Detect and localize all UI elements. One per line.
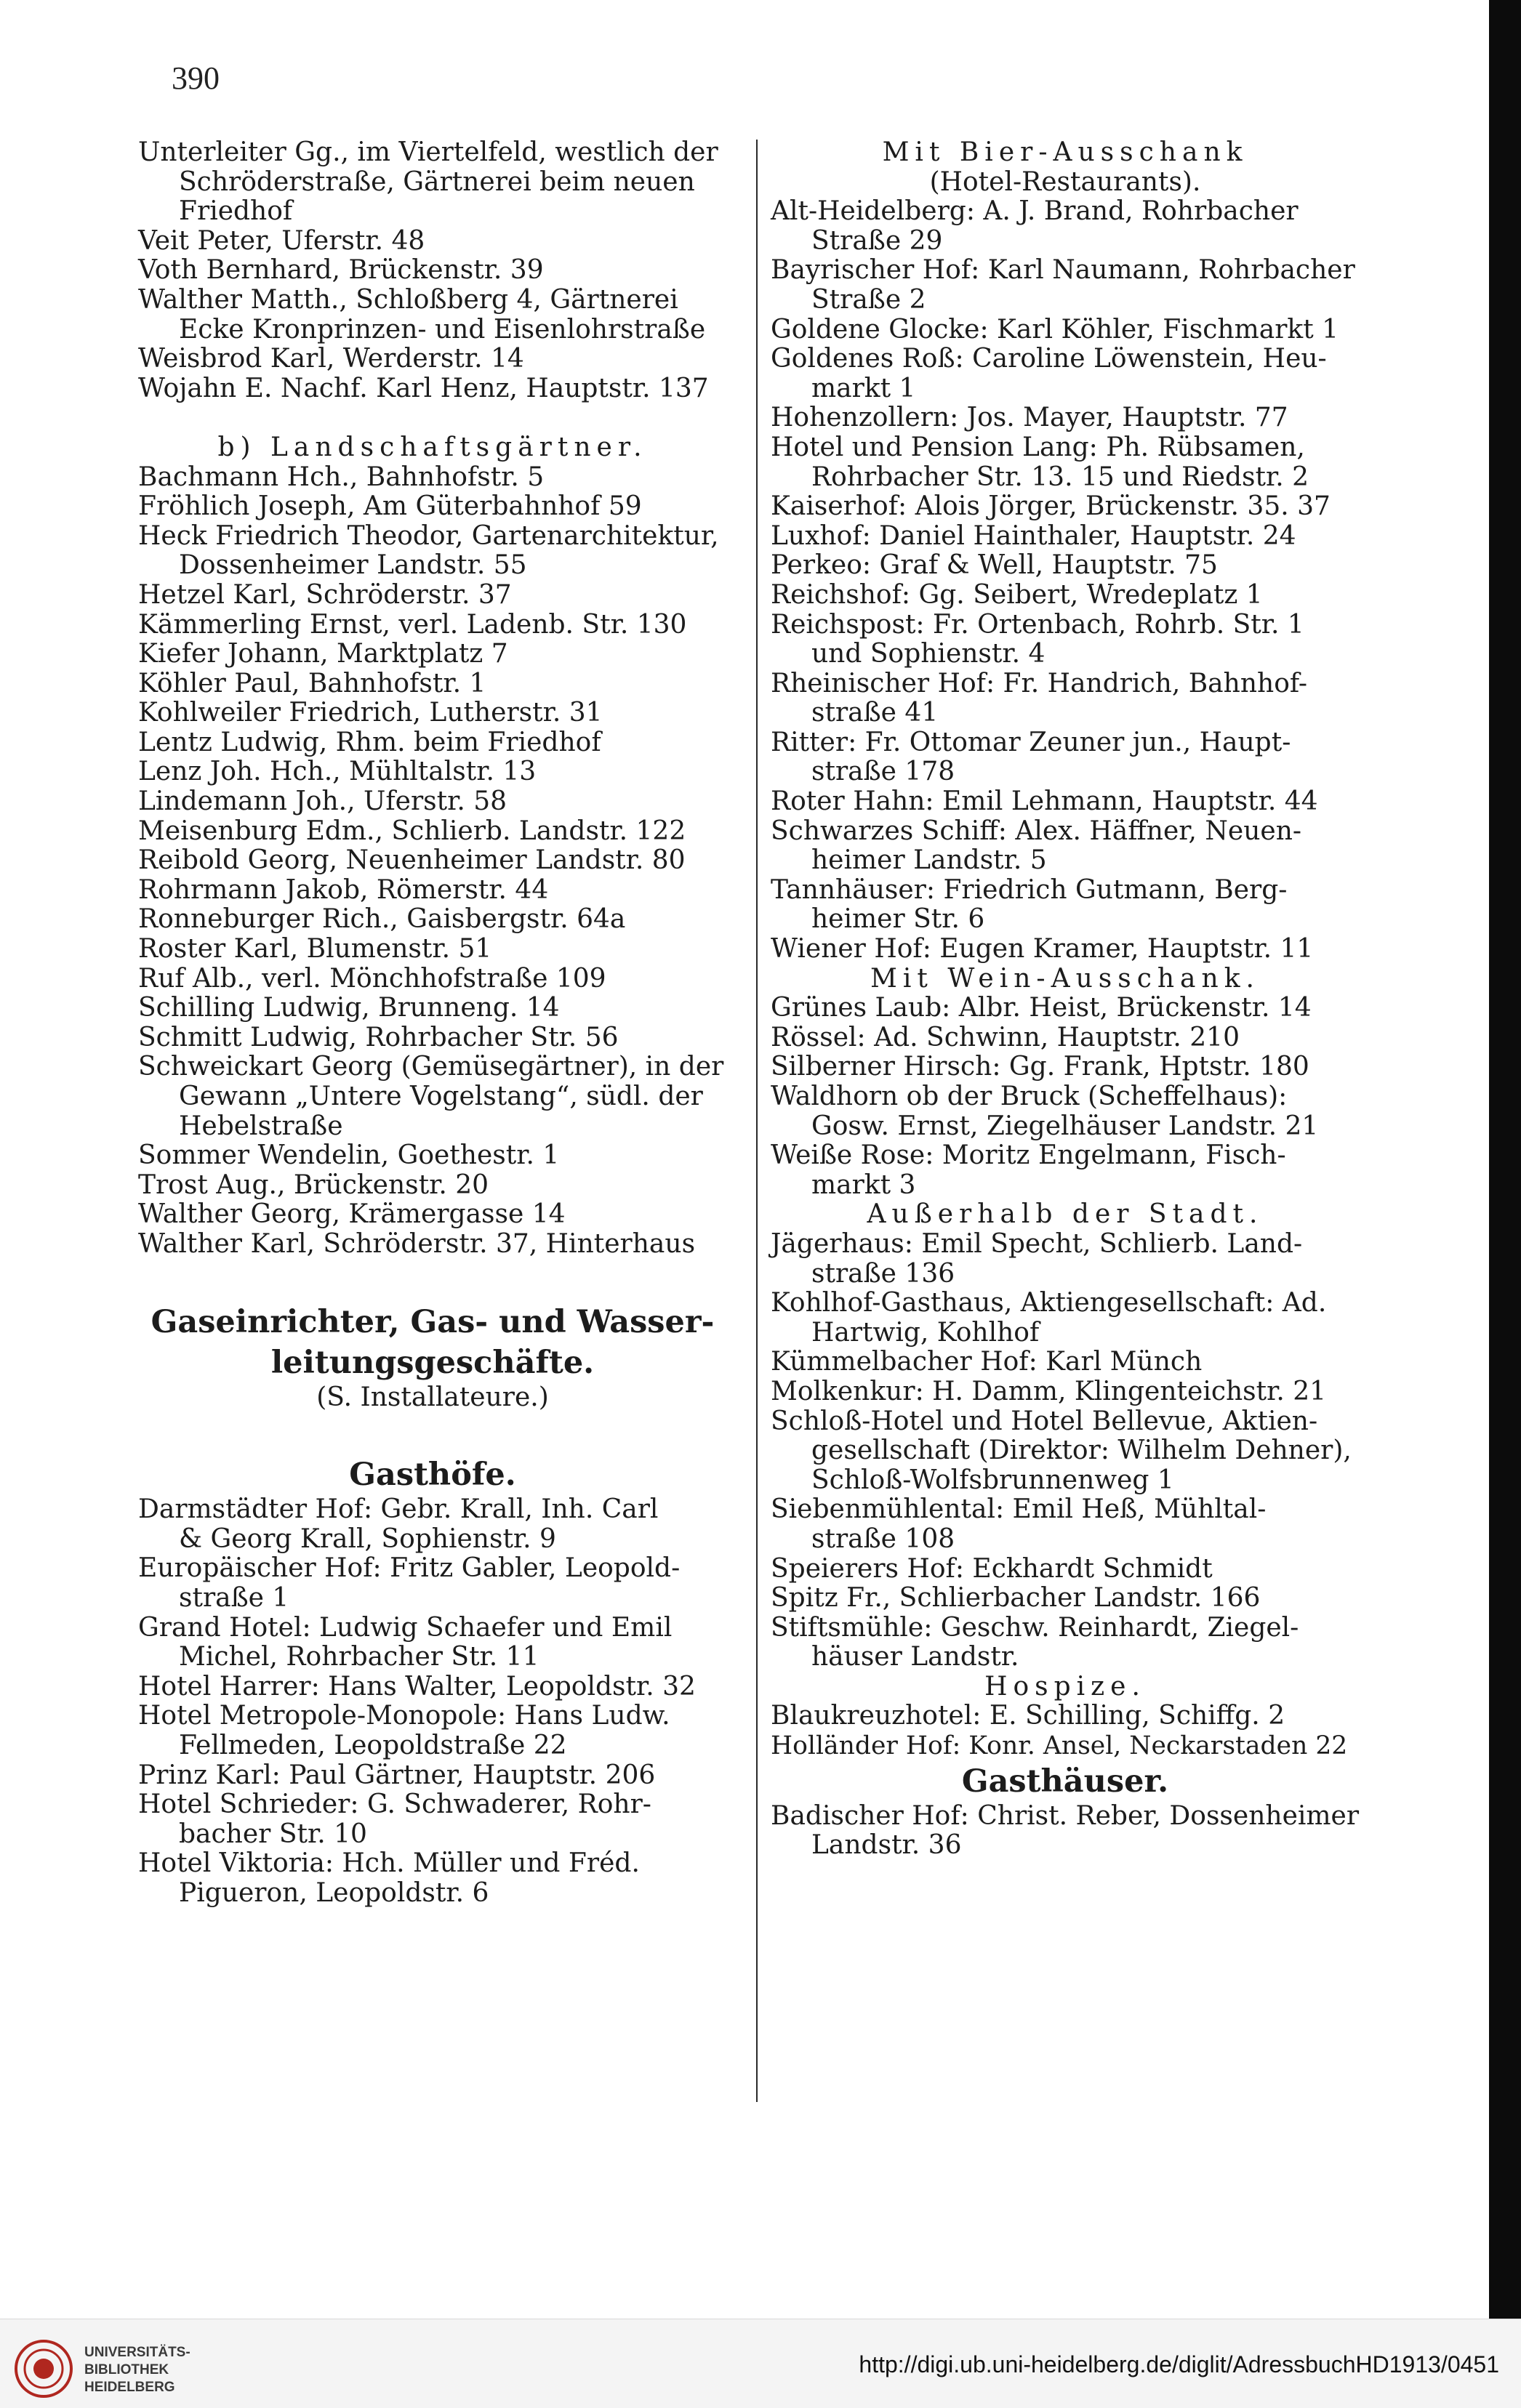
entry-line: heimer Landstr. 5: [811, 845, 1047, 876]
entry-line: Europäischer Hof: Fritz Gabler, Leopold-: [138, 1553, 681, 1584]
entry-line: Hetzel Karl, Schröderstr. 37: [138, 579, 512, 610]
entry-line: Sommer Wendelin, Goethestr. 1: [138, 1140, 560, 1171]
entry-line: Straße 2: [811, 284, 926, 315]
entry-line: Friedhof: [179, 196, 293, 227]
entry-line: Dossenheimer Landstr. 55: [179, 550, 527, 581]
entry-line: Straße 29: [811, 225, 943, 256]
entry-line: straße 136: [811, 1258, 955, 1289]
entry-line: Schloß-Wolfsbrunnenweg 1: [811, 1465, 1174, 1495]
entry-line: Walther Matth., Schloßberg 4, Gärtnerei: [138, 284, 678, 315]
section-heading: Mit Wein-Ausschank.: [870, 963, 1260, 994]
entry-line: Tannhäuser: Friedrich Gutmann, Berg-: [771, 874, 1288, 905]
entry-line: Kümmelbacher Hof: Karl Münch: [771, 1347, 1203, 1377]
entry-line: Hohenzollern: Jos. Mayer, Hauptstr. 77: [771, 403, 1288, 433]
entry-line: und Sophienstr. 4: [811, 639, 1046, 669]
entry-line: Silberner Hirsch: Gg. Frank, Hptstr. 180: [771, 1052, 1309, 1082]
section-heading: Gaseinrichter, Gas- und Wasser-: [151, 1303, 715, 1340]
entry-line: Rohrbacher Str. 13. 15 und Riedstr. 2: [811, 462, 1309, 492]
entry-line: Spitz Fr., Schlierbacher Landstr. 166: [771, 1583, 1261, 1614]
entry-line: Badischer Hof: Christ. Reber, Dossenheimer: [771, 1800, 1360, 1831]
source-url-link[interactable]: http://digi.ub.uni-heidelberg.de/diglit/AdressbuchHD1913/0451: [859, 2351, 1499, 2377]
entry-line: Hotel Viktoria: Hch. Müller und Fréd.: [138, 1848, 640, 1879]
section-heading: Gasthöfe.: [349, 1457, 516, 1494]
entry-line: markt 3: [811, 1169, 916, 1200]
entry-line: Hotel Schrieder: G. Schwaderer, Rohr-: [138, 1789, 651, 1820]
entry-line: Siebenmühlental: Emil Heß, Mühltal-: [771, 1494, 1267, 1525]
entry-line: Schröderstraße, Gärtnerei beim neuen: [179, 166, 695, 197]
entry-line: Prinz Karl: Paul Gärtner, Hauptstr. 206: [138, 1760, 656, 1790]
entry-line: Voth Bernhard, Brückenstr. 39: [138, 255, 544, 286]
entry-line: Schloß-Hotel und Hotel Bellevue, Aktien-: [771, 1406, 1318, 1436]
entry-line: Ritter: Fr. Ottomar Zeuner jun., Haupt-: [771, 727, 1291, 757]
entry-line: Ruf Alb., verl. Mönchhofstraße 109: [138, 963, 606, 994]
entry-line: Darmstädter Hof: Gebr. Krall, Inh. Carl: [138, 1494, 659, 1525]
entry-line: Grand Hotel: Ludwig Schaefer und Emil: [138, 1612, 673, 1643]
cross-reference: (S. Installateure.): [316, 1382, 549, 1412]
right-column: [771, 138, 1360, 1861]
entry-line: Hebelstraße: [179, 1111, 343, 1141]
entry-line: Weiße Rose: Moritz Engelmann, Fisch-: [771, 1140, 1286, 1171]
book-spine-edge: [1489, 0, 1521, 2319]
entry-line: Alt-Heidelberg: A. J. Brand, Rohrbacher: [771, 196, 1299, 227]
entry-line: Ecke Kronprinzen- und Eisenlohrstraße: [179, 314, 706, 345]
entry-line: häuser Landstr.: [811, 1642, 1019, 1672]
entry-line: Weisbrod Karl, Werderstr. 14: [138, 344, 524, 374]
entry-line: Schwarzes Schiff: Alex. Häffner, Neuen-: [771, 816, 1302, 846]
entry-line: Speierers Hof: Eckhardt Schmidt: [771, 1553, 1213, 1584]
section-subheading: (Hotel-Restaurants).: [929, 166, 1201, 197]
section-heading: Hospize.: [984, 1671, 1146, 1702]
entry-line: Gosw. Ernst, Ziegelhäuser Landstr. 21: [811, 1111, 1319, 1141]
section-heading: Gasthäuser.: [961, 1763, 1169, 1800]
entry-line: Hartwig, Kohlhof: [811, 1317, 1040, 1348]
entry-line: Unterleiter Gg., im Viertelfeld, westlich der: [138, 137, 718, 167]
entry-line: Blaukreuzhotel: E. Schilling, Schiffg. 2: [771, 1701, 1285, 1731]
library-name-line: HEIDELBERG: [84, 2380, 175, 2395]
entry-line: Ronneburger Rich., Gaisbergstr. 64a: [138, 904, 626, 935]
left-column: [138, 138, 727, 1908]
entry-line: Lenz Joh. Hch., Mühltalstr. 13: [138, 757, 537, 787]
footer-bar: [0, 2319, 1521, 2408]
entry-line: Roter Hahn: Emil Lehmann, Hauptstr. 44: [771, 786, 1318, 817]
entry-line: Walther Karl, Schröderstr. 37, Hinterhaus: [138, 1228, 696, 1259]
library-logo-icon[interactable]: [13, 2338, 74, 2399]
entry-line: Landstr. 36: [811, 1830, 962, 1861]
entry-line: & Georg Krall, Sophienstr. 9: [179, 1523, 556, 1554]
entry-line: Wiener Hof: Eugen Kramer, Hauptstr. 11: [771, 934, 1314, 965]
entry-line: Heck Friedrich Theodor, Gartenarchitektur,: [138, 520, 719, 551]
entry-line: Köhler Paul, Bahnhofstr. 1: [138, 668, 486, 698]
entry-line: Lindemann Joh., Uferstr. 58: [138, 786, 507, 817]
entry-line: Wojahn E. Nachf. Karl Henz, Hauptstr. 137: [138, 373, 709, 403]
entry-line: Perkeo: Graf & Well, Hauptstr. 75: [771, 550, 1218, 581]
entry-line: Fröhlich Joseph, Am Güterbahnhof 59: [138, 491, 642, 522]
entry-line: Kohlhof-Gasthaus, Aktiengesellschaft: Ad.: [771, 1288, 1327, 1318]
library-name-line: BIBLIOTHEK: [84, 2362, 169, 2377]
entry-line: straße 1: [179, 1582, 289, 1613]
entry-line: Kiefer Johann, Marktplatz 7: [138, 639, 508, 669]
entry-line: Goldene Glocke: Karl Köhler, Fischmarkt 1: [771, 314, 1339, 345]
entry-line: Lentz Ludwig, Rhm. beim Friedhof: [138, 727, 601, 757]
column-divider: [756, 140, 758, 2102]
entry-line: bacher Str. 10: [179, 1819, 367, 1849]
entry-line: Rheinischer Hof: Fr. Handrich, Bahnhof-: [771, 668, 1308, 698]
entry-line: Hotel Metropole-Monopole: Hans Ludw.: [138, 1701, 670, 1731]
page-number: 390: [172, 60, 220, 96]
section-heading: Außerhalb der Stadt.: [867, 1199, 1264, 1230]
library-name: [84, 2344, 190, 2396]
entry-line: Roster Karl, Blumenstr. 51: [138, 934, 492, 965]
section-heading: Mit Bier-Ausschank: [882, 137, 1248, 167]
entry-line: straße 178: [811, 757, 955, 787]
entry-line: Kohlweiler Friedrich, Lutherstr. 31: [138, 698, 603, 728]
entry-line: Schmitt Ludwig, Rohrbacher Str. 56: [138, 1022, 619, 1052]
entry-line: Fellmeden, Leopoldstraße 22: [179, 1730, 567, 1760]
entry-line: Stiftsmühle: Geschw. Reinhardt, Ziegel-: [771, 1612, 1299, 1643]
entry-line: Grünes Laub: Albr. Heist, Brückenstr. 14: [771, 993, 1312, 1023]
entry-line: Rohrmann Jakob, Römerstr. 44: [138, 874, 549, 905]
entry-line: Waldhorn ob der Bruck (Scheffelhaus):: [771, 1082, 1288, 1111]
entry-line: straße 108: [811, 1523, 955, 1554]
entry-line: Luxhof: Daniel Hainthaler, Hauptstr. 24: [771, 520, 1296, 551]
entry-line: Reichshof: Gg. Seibert, Wredeplatz 1: [771, 579, 1263, 610]
entry-line: Michel, Rohrbacher Str. 11: [179, 1642, 539, 1672]
entry-line: gesellschaft (Direktor: Wilhelm Dehner),: [811, 1435, 1352, 1466]
entry-line: Walther Georg, Krämergasse 14: [138, 1199, 566, 1230]
entry-line: Reichspost: Fr. Ortenbach, Rohrb. Str. 1: [771, 609, 1304, 640]
entry-line: Gewann „Untere Vogelstang“, südl. der: [179, 1082, 703, 1111]
entry-line: Hotel und Pension Lang: Ph. Rübsamen,: [771, 432, 1305, 462]
entry-line: Schweickart Georg (Gemüsegärtner), in der: [138, 1052, 724, 1082]
entry-line: Molkenkur: H. Damm, Klingenteichstr. 21: [771, 1376, 1327, 1406]
entry-line: Kämmerling Ernst, verl. Ladenb. Str. 130: [138, 609, 687, 640]
entry-line: Hotel Harrer: Hans Walter, Leopoldstr. 32: [138, 1671, 696, 1702]
library-name-line: UNIVERSITÄTS-: [84, 2345, 190, 2360]
entry-line: Holländer Hof: Konr. Ansel, Neckarstaden 22: [771, 1731, 1348, 1761]
section-heading: b) Landschaftsgärtner.: [217, 432, 648, 462]
entry-line: Veit Peter, Uferstr. 48: [138, 225, 425, 256]
entry-line: Pigueron, Leopoldstr. 6: [179, 1877, 489, 1908]
entry-line: heimer Str. 6: [811, 904, 985, 935]
entry-line: Kaiserhof: Alois Jörger, Brückenstr. 35. 37: [771, 491, 1331, 522]
entry-line: Schilling Ludwig, Brunneng. 14: [138, 993, 560, 1023]
section-heading: leitungsgeschäfte.: [270, 1344, 595, 1381]
entry-line: Meisenburg Edm., Schlierb. Landstr. 122: [138, 816, 686, 846]
entry-line: Rössel: Ad. Schwinn, Hauptstr. 210: [771, 1022, 1240, 1052]
entry-line: Trost Aug., Brückenstr. 20: [138, 1169, 489, 1200]
entry-line: Bayrischer Hof: Karl Naumann, Rohrbacher: [771, 255, 1355, 286]
entry-line: Jägerhaus: Emil Specht, Schlierb. Land-: [771, 1228, 1303, 1259]
entry-line: markt 1: [811, 373, 916, 403]
entry-line: straße 41: [811, 698, 939, 728]
entry-line: Goldenes Roß: Caroline Löwenstein, Heu-: [771, 344, 1327, 374]
entry-line: Reibold Georg, Neuenheimer Landstr. 80: [138, 845, 686, 876]
entry-line: Bachmann Hch., Bahnhofstr. 5: [138, 462, 545, 492]
